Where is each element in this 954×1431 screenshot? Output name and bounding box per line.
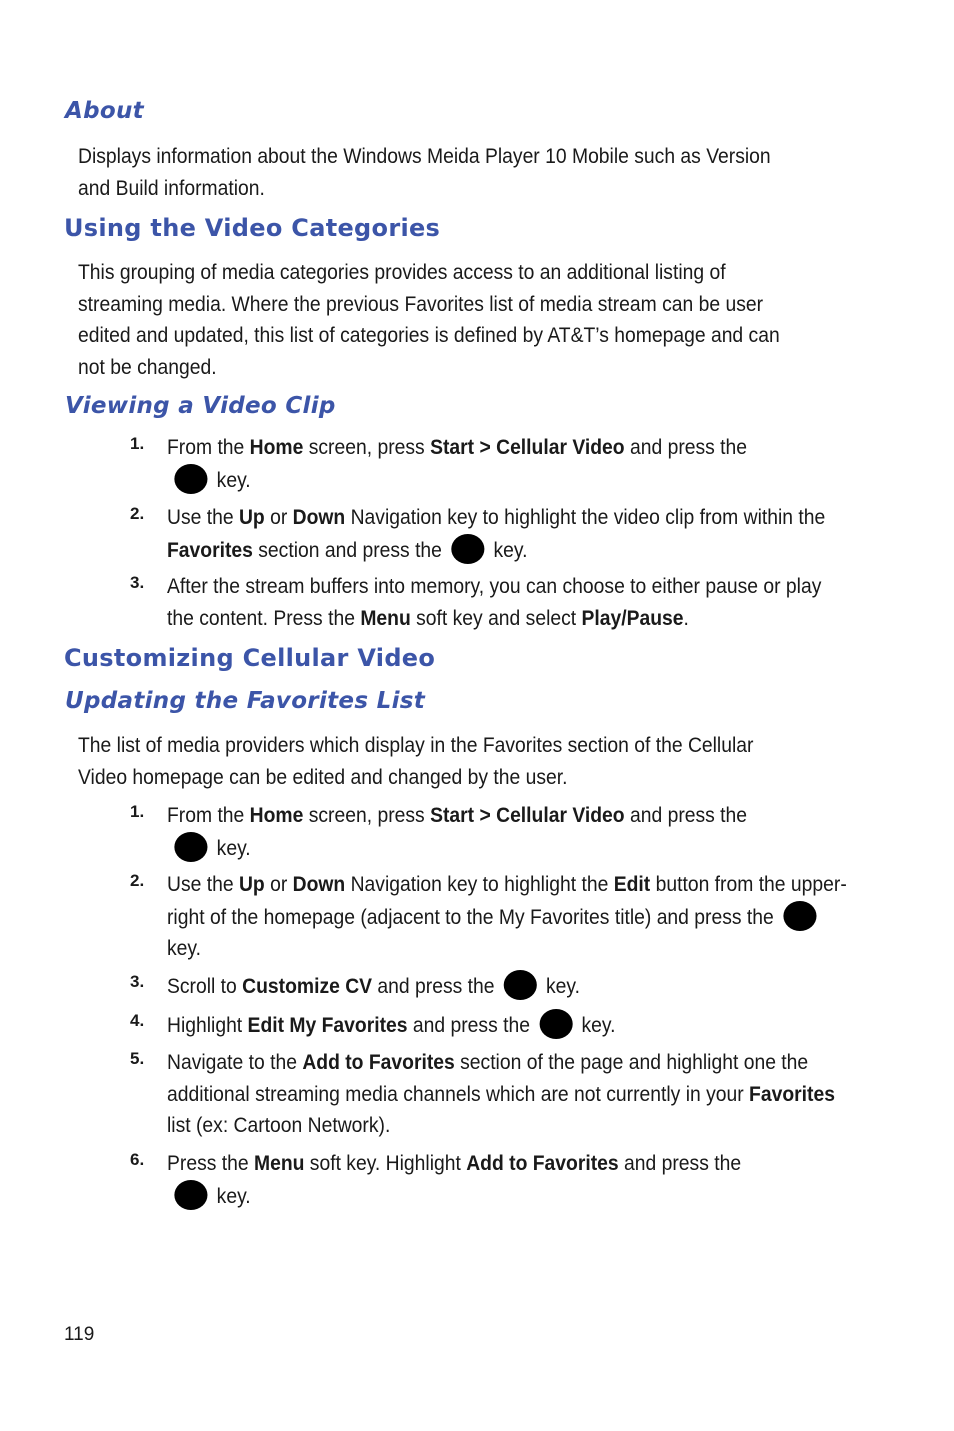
- step-number: 3.: [130, 573, 145, 592]
- heading-about: About: [65, 98, 144, 124]
- step-number: 1.: [130, 802, 145, 821]
- step-number: 3.: [130, 972, 145, 991]
- step-text: Navigate to the Add to Favorites section of the page and highlight one the additional streaming media channels which are not currently in your Favorites list (ex: Cartoon Network).: [167, 1051, 835, 1137]
- step-text: From the Home screen, press Start > Cellular Video and press the key.: [167, 804, 748, 860]
- paragraph-using-video-categories: This grouping of media categories provides access to an additional listing of streaming media. Where the previous Favorites list of media stream can be user edited and updated, this list of categories is defined by AT&T’s homepage and can not be changed.: [78, 261, 780, 379]
- step-number: 2.: [130, 871, 145, 890]
- step-number: 1.: [130, 434, 145, 453]
- circle-key-icon: [539, 1009, 572, 1039]
- step-number: 2.: [130, 504, 145, 523]
- heading-using-video-categories: Using the Video Categories: [64, 214, 441, 242]
- heading-updating-favorites-list: Updating the Favorites List: [65, 688, 426, 714]
- paragraph-updating-favorites-list: The list of media providers which display in the Favorites section of the Cellular Video homepage can be edited and changed by the user.: [78, 734, 754, 789]
- paragraph-about: Displays information about the Windows Meida Player 10 Mobile such as Version and Build information.: [78, 145, 771, 200]
- circle-key-icon: [174, 464, 207, 494]
- heading-viewing-video-clip: Viewing a Video Clip: [65, 393, 336, 419]
- page-number: 119: [64, 1324, 95, 1345]
- circle-key-icon: [451, 534, 484, 564]
- step-text: After the stream buffers into memory, you can choose to either pause or play the content. Press the Menu soft key and select Play/Pause.: [167, 575, 822, 630]
- step-text: Scroll to Customize CV and press the key.: [167, 970, 848, 1003]
- step-number: 5.: [130, 1049, 145, 1068]
- step-text: Press the Menu soft key. Highlight Add to Favorites and press the key.: [167, 1152, 742, 1208]
- circle-key-icon: [174, 1180, 207, 1210]
- step-text: Highlight Edit My Favorites and press the key.: [167, 1009, 848, 1042]
- circle-key-icon: [783, 901, 816, 931]
- step-text: Use the Up or Down Navigation key to highlight the video clip from within the Favorites section and press the key.: [167, 506, 826, 562]
- step-text: From the Home screen, press Start > Cellular Video and press the key.: [167, 436, 748, 492]
- circle-key-icon: [504, 970, 537, 1000]
- heading-customizing-cellular-video: Customizing Cellular Video: [64, 644, 436, 672]
- step-text: Use the Up or Down Navigation key to highlight the Edit button from the upper-right of the homepage (adjacent to the My Favorites title) and press thekey.: [167, 873, 847, 960]
- step-number: 4.: [130, 1011, 145, 1030]
- step-number: 6.: [130, 1150, 145, 1169]
- circle-key-icon: [174, 832, 207, 862]
